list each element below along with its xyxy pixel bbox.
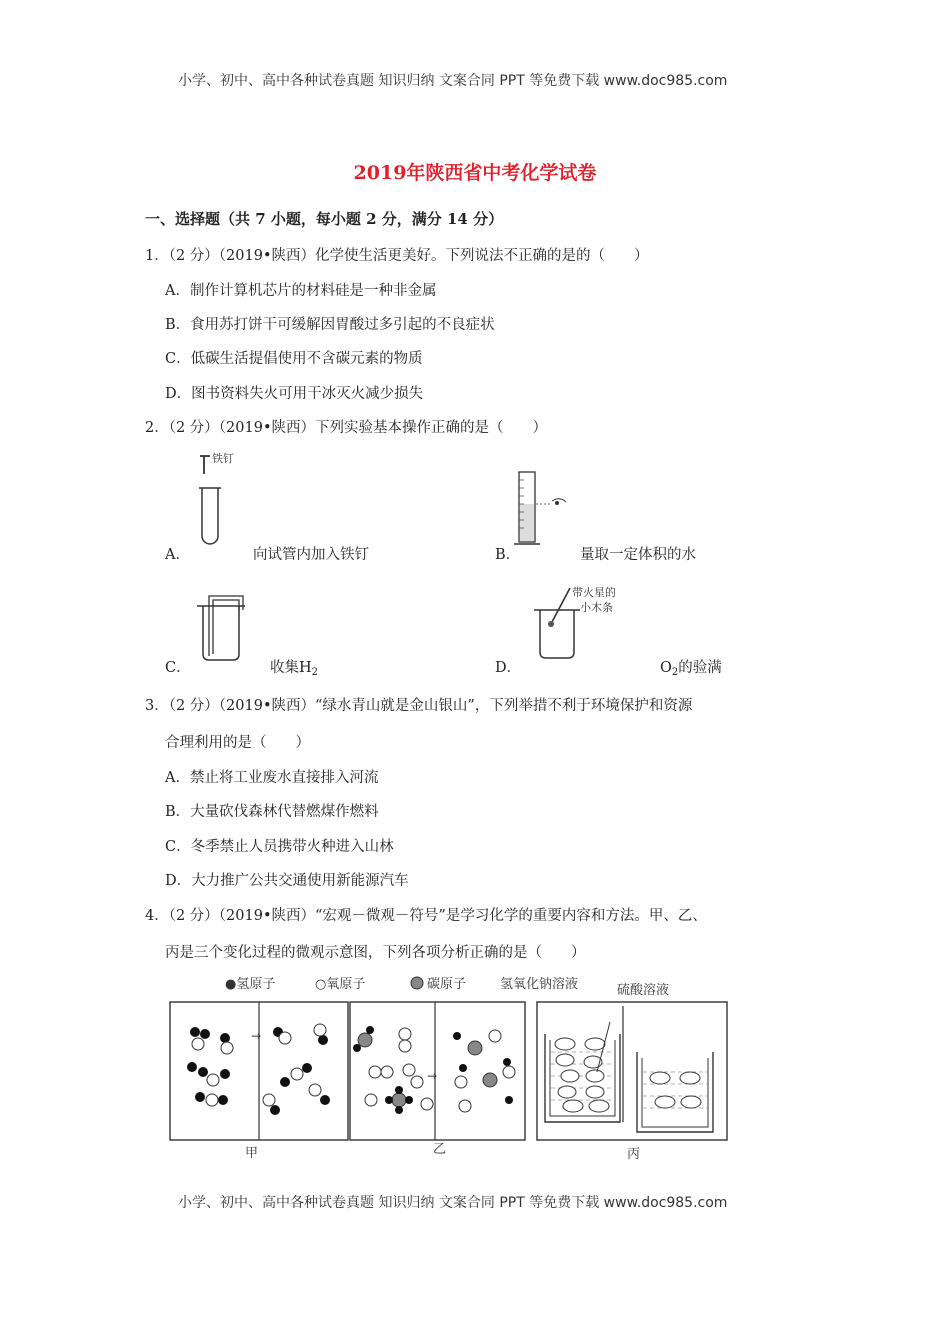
q1-option-c: C．低碳生活提倡使用不含碳元素的物质 [165,351,423,367]
panel-label-yi: 乙 [433,1142,447,1157]
panel-jia [170,1002,348,1161]
q4-stem-line2: 丙是三个变化过程的微观示意图，下列各项分析正确的是（ ） [165,945,586,961]
legend-h2so4: 硫酸溶液 [617,983,670,998]
q1-option-d: D．图书资料失火可用干冰灭火减少损失 [165,386,424,402]
footer-banner: 小学、初中、高中各种试卷真题 知识归纳 文案合同 PPT 等免费下载 www.doc985.com [178,1195,728,1211]
section-heading: 一、选择题（共 7 小题，每小题 2 分，满分 14 分） [145,210,504,228]
q2-d-subscript: 2 [671,667,679,678]
q1-stem: 1．（2 分）（2019•陕西）化学使生活更美好。下列说法不正确的是的（ ） [145,248,649,264]
q2-c-letter: C． [165,660,191,676]
q2-d-text [660,656,722,678]
graduated-cylinder-figure [510,468,580,548]
page-title: 2019年陕西省中考化学试卷 [353,162,597,184]
q2-d-letter: D． [495,660,522,676]
panel-yi [350,1002,525,1157]
q3-option-a: A．禁止将工业废水直接排入河流 [165,770,379,786]
test-tube-figure [190,448,260,548]
q2-stem: 2．（2 分）（2019•陕西）下列实验基本操作正确的是（ ） [145,420,548,436]
q2-a-letter: A． [165,547,190,563]
q2-a-text: 向试管内加入铁钉 [253,547,369,563]
header-banner: 小学、初中、高中各种试卷真题 知识归纳 文案合同 PPT 等免费下载 www.doc985.com [178,73,728,89]
q2-b-letter: B． [495,547,521,563]
legend-oxygen: ○氧原子 [315,977,366,992]
splint-bottle-figure [530,582,640,662]
panel-label-bing: 丙 [627,1147,641,1162]
q2-c-main: 收集H [270,660,312,676]
q4-stem-line1: 4．（2 分）（2019•陕西）“宏观－微观－符号”是学习化学的重要内容和方法。甲、乙、 [145,908,707,924]
svg-text:→: → [427,1069,438,1083]
splint-label-1: 带火星的 [572,586,616,599]
q2-d-pre: O [660,660,672,676]
legend-naoh: 氢氧化钠溶液 [500,977,579,992]
micro-diagram [165,972,735,1167]
q3-stem-line2: 合理利用的是（ ） [165,735,310,751]
nail-label: 铁钉 [212,452,234,465]
q1-option-a: A．制作计算机芯片的材料硅是一种非金属 [165,283,437,299]
svg-text:→: → [251,1029,262,1043]
q1-option-b: B．食用苏打饼干可缓解因胃酸过多引起的不良症状 [165,317,495,333]
legend-carbon: 碳原子 [427,977,467,992]
q3-stem-line1: 3．（2 分）（2019•陕西）“绿水青山就是金山银山”，下列举措不利于环境保护和资源 [145,698,693,714]
splint-label-2: 小木条 [580,601,613,614]
q3-option-b: B．大量砍伐森林代替燃煤作燃料 [165,804,379,820]
q2-d-main: 的验满 [678,660,722,676]
panel-label-jia: 甲 [245,1146,259,1161]
q2-b-text: 量取一定体积的水 [580,547,696,563]
panel-bing [537,1002,727,1162]
q3-option-c: C．冬季禁止人员携带火种进入山林 [165,839,394,855]
q3-option-d: D．大力推广公共交通使用新能源汽车 [165,873,409,889]
q2-c-subscript: 2 [311,667,319,678]
gas-bottle-figure [195,588,255,663]
legend-hydrogen: ●氢原子 [225,977,276,992]
q2-c-text [270,656,318,678]
